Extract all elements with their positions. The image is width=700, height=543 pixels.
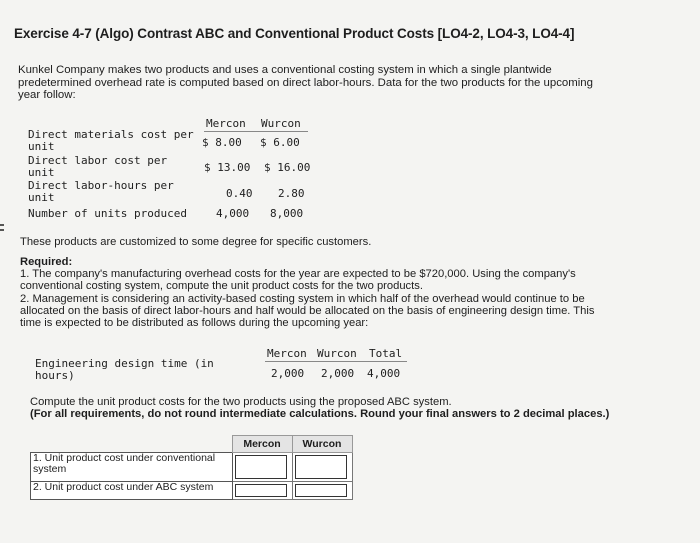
row-units-produced <box>28 208 187 220</box>
answer-row-1-label: 1. Unit product cost under conventional system <box>31 453 233 482</box>
value-mercon: $ 13.00 <box>204 161 251 174</box>
col-header-wurcon: Wurcon <box>317 347 357 360</box>
requirement-2: 2. Management is considering an activity-based costing system in which half of the overhead would continue to be allocated on the basis of direct labor-hours and half would be allocated on the basis of engineering design time. This time is expected to be distributed as follows during the upcoming year: <box>20 292 595 330</box>
header-underline <box>265 361 407 362</box>
value-mercon: 2,000 <box>271 367 305 380</box>
row-label: Number of units produced <box>28 207 187 220</box>
value-wurcon: 8,000 <box>270 207 304 220</box>
answer-table <box>30 435 353 500</box>
edge-icon <box>0 222 5 236</box>
row-direct-labor-cost <box>28 155 167 180</box>
r1-mercon-input[interactable] <box>235 455 287 479</box>
answer-r1-mercon-cell <box>232 453 292 482</box>
row-direct-materials <box>28 129 194 154</box>
col-header-wurcon: Wurcon <box>261 117 301 130</box>
row-label-unit: unit <box>28 166 55 180</box>
product-data-table <box>28 118 318 228</box>
blank-header-cell <box>31 436 233 453</box>
r2-mercon-input[interactable] <box>235 484 287 497</box>
row-label: Direct labor-hours per <box>28 179 174 192</box>
value-wurcon: $ 6.00 <box>260 136 300 149</box>
value-wurcon: $ 16.00 <box>264 161 311 174</box>
header-underline <box>204 131 308 132</box>
col-header-mercon: Mercon <box>206 117 246 130</box>
answer-r1-wurcon-cell <box>292 453 352 482</box>
col-header-total: Total <box>369 347 403 360</box>
rounding-instruction: (For all requirements, do not round intermediate calculations. Round your final answers to 2 decimal places.) <box>30 408 610 421</box>
requirement-1: 1. The company's manufacturing overhead costs for the year are expected to be $720,000. Using the company's conventional costing system, compute the unit product costs for the two products. <box>20 268 576 293</box>
r1-wurcon-input[interactable] <box>295 455 347 479</box>
answer-row-2-label: 2. Unit product cost under ABC system <box>31 482 233 500</box>
answer-header-wurcon: Wurcon <box>292 436 352 453</box>
row-label-line2: hours) <box>35 369 75 383</box>
value-total: 4,000 <box>367 367 401 380</box>
engineering-time-table <box>35 348 415 384</box>
row-label-unit: unit <box>28 191 55 205</box>
value-mercon: $ 8.00 <box>202 136 242 149</box>
answer-r2-wurcon-cell <box>292 482 352 500</box>
left-edge-marker <box>0 222 5 236</box>
required-label: Required: <box>20 256 73 268</box>
exercise-title: Exercise 4-7 (Algo) Contrast ABC and Conventional Product Costs [LO4-2, LO4-3, LO4-4] <box>14 26 575 41</box>
value-mercon: 4,000 <box>216 207 250 220</box>
row-label: Direct labor cost per <box>28 154 168 167</box>
value-mercon: 0.40 <box>226 187 253 200</box>
required-section <box>20 256 600 329</box>
value-wurcon: 2,000 <box>321 367 355 380</box>
row-label-unit: unit <box>28 140 55 154</box>
compute-line: Compute the unit product costs for the two products using the proposed ABC system. <box>30 396 452 408</box>
row-direct-labor-hours <box>28 180 174 205</box>
intro-paragraph: Kunkel Company makes two products and uses a conventional costing system in which a single plantwide predetermined overhead rate is computed based on direct labor-hours. Data for the two products for the upcoming year follow: <box>18 64 593 102</box>
value-wurcon: 2.80 <box>278 187 305 200</box>
row-label: Direct materials cost per <box>28 128 194 141</box>
customization-note: These products are customized to some degree for specific customers. <box>20 236 372 248</box>
col-header-mercon: Mercon <box>267 347 307 360</box>
row-label-line1: Engineering design time (in <box>35 357 214 370</box>
answer-header-mercon: Mercon <box>232 436 292 453</box>
answer-r2-mercon-cell <box>232 482 292 500</box>
compute-instructions <box>30 396 630 420</box>
row-label <box>35 358 214 383</box>
r2-wurcon-input[interactable] <box>295 484 347 497</box>
